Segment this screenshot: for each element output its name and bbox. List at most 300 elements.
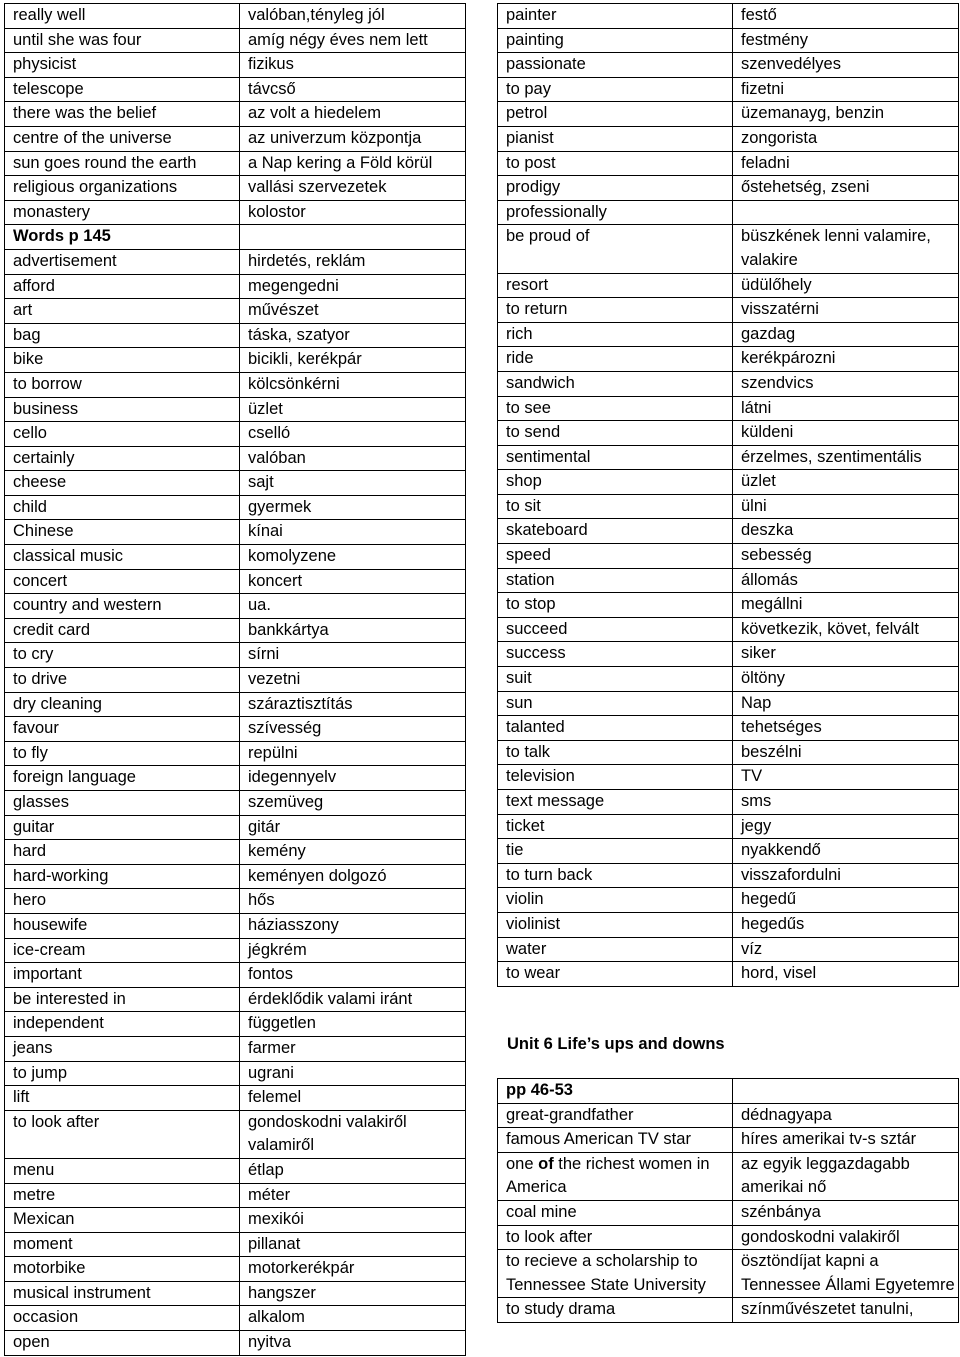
english-term: physicist bbox=[5, 53, 240, 78]
hungarian-translation: festmény bbox=[733, 28, 959, 53]
table-row bbox=[498, 642, 959, 667]
english-term: business bbox=[5, 397, 240, 422]
english-term: succeed bbox=[498, 617, 733, 642]
unit-vocabulary-table bbox=[497, 1078, 959, 1323]
table-row bbox=[498, 593, 959, 618]
hungarian-translation: idegennyelv bbox=[240, 766, 466, 791]
hungarian-translation: repülni bbox=[240, 741, 466, 766]
hungarian-translation: cselló bbox=[240, 422, 466, 447]
english-term: Mexican bbox=[5, 1208, 240, 1233]
english-term: classical music bbox=[5, 545, 240, 570]
table-row bbox=[5, 766, 466, 791]
english-term: great-grandfather bbox=[498, 1103, 733, 1128]
table-row bbox=[5, 791, 466, 816]
hungarian-translation: érdeklődik valami iránt bbox=[240, 987, 466, 1012]
table-row bbox=[5, 815, 466, 840]
english-term: water bbox=[498, 937, 733, 962]
english-term: cheese bbox=[5, 471, 240, 496]
table-row bbox=[5, 126, 466, 151]
table-row bbox=[5, 1281, 466, 1306]
english-term: lift bbox=[5, 1086, 240, 1111]
hungarian-translation: hangszer bbox=[240, 1281, 466, 1306]
english-term: to stop bbox=[498, 593, 733, 618]
hungarian-translation: hegedű bbox=[733, 888, 959, 913]
english-term: art bbox=[5, 299, 240, 324]
hungarian-translation: hord, visel bbox=[733, 962, 959, 987]
table-row bbox=[5, 1036, 466, 1061]
english-term: Words p 145 bbox=[5, 225, 240, 250]
english-term: ticket bbox=[498, 814, 733, 839]
hungarian-translation: szendvics bbox=[733, 371, 959, 396]
table-row bbox=[5, 1208, 466, 1233]
hungarian-translation: büszkének lenni valamire, valakire bbox=[733, 225, 959, 273]
hungarian-translation: valóban,tényleg jól bbox=[240, 4, 466, 29]
english-term: to study drama bbox=[498, 1298, 733, 1323]
hungarian-translation: küldeni bbox=[733, 421, 959, 446]
hungarian-translation: a Nap kering a Föld körül bbox=[240, 151, 466, 176]
hungarian-translation: megállni bbox=[733, 593, 959, 618]
english-term: until she was four bbox=[5, 28, 240, 53]
table-row bbox=[498, 322, 959, 347]
table-row bbox=[5, 1158, 466, 1183]
hungarian-translation: ösztöndíjat kapni a Tennessee Állami Egyetemre bbox=[733, 1250, 959, 1298]
table-row bbox=[5, 274, 466, 299]
table-row bbox=[5, 864, 466, 889]
english-term: Chinese bbox=[5, 520, 240, 545]
english-term: bike bbox=[5, 348, 240, 373]
table-row bbox=[498, 1200, 959, 1225]
table-row bbox=[498, 1152, 959, 1200]
table-row bbox=[498, 53, 959, 78]
hungarian-translation: hirdetés, reklám bbox=[240, 249, 466, 274]
table-row bbox=[5, 913, 466, 938]
hungarian-translation: vallási szervezetek bbox=[240, 176, 466, 201]
table-row bbox=[498, 347, 959, 372]
english-term: centre of the universe bbox=[5, 126, 240, 151]
table-row bbox=[5, 1110, 466, 1158]
english-term: violinist bbox=[498, 912, 733, 937]
table-row bbox=[5, 1086, 466, 1111]
hungarian-translation: farmer bbox=[240, 1036, 466, 1061]
table-row bbox=[498, 102, 959, 127]
table-row bbox=[498, 888, 959, 913]
hungarian-translation: ugrani bbox=[240, 1061, 466, 1086]
hungarian-translation: fizetni bbox=[733, 77, 959, 102]
table-row bbox=[498, 1128, 959, 1153]
table-row bbox=[498, 298, 959, 323]
hungarian-translation: valóban bbox=[240, 446, 466, 471]
english-term: be proud of bbox=[498, 225, 733, 273]
english-term: dry cleaning bbox=[5, 692, 240, 717]
table-row bbox=[498, 1250, 959, 1298]
hungarian-translation: nyakkendő bbox=[733, 839, 959, 864]
table-row bbox=[498, 863, 959, 888]
table-row bbox=[5, 963, 466, 988]
english-term: to talk bbox=[498, 740, 733, 765]
english-term: cello bbox=[5, 422, 240, 447]
english-term: religious organizations bbox=[5, 176, 240, 201]
hungarian-translation: TV bbox=[733, 765, 959, 790]
hungarian-translation: víz bbox=[733, 937, 959, 962]
table-row bbox=[5, 397, 466, 422]
table-row bbox=[5, 840, 466, 865]
hungarian-translation: az volt a hiedelem bbox=[240, 102, 466, 127]
hungarian-translation bbox=[733, 200, 959, 225]
hungarian-translation: fizikus bbox=[240, 53, 466, 78]
hungarian-translation: kemény bbox=[240, 840, 466, 865]
english-term: to return bbox=[498, 298, 733, 323]
hungarian-translation: vezetni bbox=[240, 668, 466, 693]
hungarian-translation: sms bbox=[733, 790, 959, 815]
table-row bbox=[498, 962, 959, 987]
table-row bbox=[5, 569, 466, 594]
table-row bbox=[5, 323, 466, 348]
english-term: sentimental bbox=[498, 445, 733, 470]
hungarian-translation: visszafordulni bbox=[733, 863, 959, 888]
hungarian-translation: bicikli, kerékpár bbox=[240, 348, 466, 373]
english-term: professionally bbox=[498, 200, 733, 225]
table-row bbox=[498, 126, 959, 151]
table-row bbox=[498, 176, 959, 201]
table-row bbox=[5, 422, 466, 447]
table-row bbox=[5, 1306, 466, 1331]
hungarian-translation: méter bbox=[240, 1183, 466, 1208]
vocabulary-table-left bbox=[4, 3, 466, 1356]
hungarian-translation: sebesség bbox=[733, 544, 959, 569]
english-term: sun goes round the earth bbox=[5, 151, 240, 176]
table-row bbox=[5, 889, 466, 914]
table-row bbox=[498, 1298, 959, 1323]
hungarian-translation: üzlet bbox=[733, 470, 959, 495]
table-row bbox=[5, 200, 466, 225]
table-row bbox=[498, 151, 959, 176]
english-term: ice-cream bbox=[5, 938, 240, 963]
hungarian-translation: művészet bbox=[240, 299, 466, 324]
english-term: shop bbox=[498, 470, 733, 495]
english-term: prodigy bbox=[498, 176, 733, 201]
hungarian-translation: Nap bbox=[733, 691, 959, 716]
hungarian-translation: koncert bbox=[240, 569, 466, 594]
table-row bbox=[5, 692, 466, 717]
english-term: monastery bbox=[5, 200, 240, 225]
english-term: famous American TV star bbox=[498, 1128, 733, 1153]
hungarian-translation: jegy bbox=[733, 814, 959, 839]
english-term: skateboard bbox=[498, 519, 733, 544]
table-row bbox=[5, 938, 466, 963]
hungarian-translation: gondoskodni valakiről bbox=[733, 1225, 959, 1250]
table-row bbox=[5, 717, 466, 742]
english-term: pianist bbox=[498, 126, 733, 151]
table-row bbox=[5, 151, 466, 176]
hungarian-translation: üzlet bbox=[240, 397, 466, 422]
hungarian-translation: érzelmes, szentimentális bbox=[733, 445, 959, 470]
table-row bbox=[5, 1331, 466, 1356]
hungarian-translation: komolyzene bbox=[240, 545, 466, 570]
table-row bbox=[498, 667, 959, 692]
english-term: to drive bbox=[5, 668, 240, 693]
table-row bbox=[498, 28, 959, 53]
table-row bbox=[498, 1103, 959, 1128]
english-term: sun bbox=[498, 691, 733, 716]
hungarian-translation: szemüveg bbox=[240, 791, 466, 816]
hungarian-translation: feladni bbox=[733, 151, 959, 176]
english-term: to pay bbox=[498, 77, 733, 102]
table-row bbox=[498, 568, 959, 593]
hungarian-translation: nyitva bbox=[240, 1331, 466, 1356]
hungarian-translation: üdülőhely bbox=[733, 273, 959, 298]
table-row bbox=[5, 495, 466, 520]
english-term: ride bbox=[498, 347, 733, 372]
table-row bbox=[5, 471, 466, 496]
hungarian-translation: üzemanayg, benzin bbox=[733, 102, 959, 127]
english-term: musical instrument bbox=[5, 1281, 240, 1306]
table-row bbox=[5, 1061, 466, 1086]
table-row bbox=[5, 4, 466, 29]
english-term: to sit bbox=[498, 494, 733, 519]
hungarian-translation: hegedűs bbox=[733, 912, 959, 937]
hungarian-translation: gitár bbox=[240, 815, 466, 840]
english-term: housewife bbox=[5, 913, 240, 938]
english-term: motorbike bbox=[5, 1257, 240, 1282]
hungarian-translation: kínai bbox=[240, 520, 466, 545]
english-term: to look after bbox=[498, 1225, 733, 1250]
hungarian-translation: színművészetet tanulni, bbox=[733, 1298, 959, 1323]
table-row bbox=[498, 225, 959, 273]
english-term: open bbox=[5, 1331, 240, 1356]
table-row bbox=[5, 643, 466, 668]
hungarian-translation: az egyik leggazdagabb amerikai nő bbox=[733, 1152, 959, 1200]
english-term bbox=[498, 1152, 733, 1200]
english-term: success bbox=[498, 642, 733, 667]
english-term: violin bbox=[498, 888, 733, 913]
table-row bbox=[498, 716, 959, 741]
hungarian-translation: táska, szatyor bbox=[240, 323, 466, 348]
hungarian-translation: száraztisztítás bbox=[240, 692, 466, 717]
hungarian-translation: híres amerikai tv-s sztár bbox=[733, 1128, 959, 1153]
english-term: really well bbox=[5, 4, 240, 29]
english-term: coal mine bbox=[498, 1200, 733, 1225]
table-row bbox=[498, 421, 959, 446]
table-row bbox=[5, 348, 466, 373]
english-term: painting bbox=[498, 28, 733, 53]
english-term: credit card bbox=[5, 618, 240, 643]
hungarian-translation: alkalom bbox=[240, 1306, 466, 1331]
english-term: to jump bbox=[5, 1061, 240, 1086]
term-fragment: of bbox=[538, 1154, 554, 1173]
table-row bbox=[5, 176, 466, 201]
hungarian-translation: amíg négy éves nem lett bbox=[240, 28, 466, 53]
table-row bbox=[498, 937, 959, 962]
term-fragment: the richest women in America bbox=[506, 1154, 710, 1197]
hungarian-translation: mexikói bbox=[240, 1208, 466, 1233]
table-row bbox=[498, 740, 959, 765]
hungarian-translation: kölcsönkérni bbox=[240, 372, 466, 397]
table-row bbox=[5, 520, 466, 545]
english-term: metre bbox=[5, 1183, 240, 1208]
hungarian-translation: az univerzum központja bbox=[240, 126, 466, 151]
english-term: to cry bbox=[5, 643, 240, 668]
hungarian-translation: független bbox=[240, 1012, 466, 1037]
hungarian-translation: szenvedélyes bbox=[733, 53, 959, 78]
hungarian-translation: gondoskodni valakiről valamiről bbox=[240, 1110, 466, 1158]
english-term: rich bbox=[498, 322, 733, 347]
english-term: child bbox=[5, 495, 240, 520]
english-term: certainly bbox=[5, 446, 240, 471]
table-row bbox=[498, 494, 959, 519]
english-term: afford bbox=[5, 274, 240, 299]
english-term: bag bbox=[5, 323, 240, 348]
table-row bbox=[498, 839, 959, 864]
table-row bbox=[498, 790, 959, 815]
english-term: station bbox=[498, 568, 733, 593]
hungarian-translation: beszélni bbox=[733, 740, 959, 765]
english-term: independent bbox=[5, 1012, 240, 1037]
english-term: to wear bbox=[498, 962, 733, 987]
table-row bbox=[5, 249, 466, 274]
hungarian-translation: kerékpározni bbox=[733, 347, 959, 372]
hungarian-translation: következik, követ, felvált bbox=[733, 617, 959, 642]
hungarian-translation: öltöny bbox=[733, 667, 959, 692]
hungarian-translation: deszka bbox=[733, 519, 959, 544]
english-term: passionate bbox=[498, 53, 733, 78]
hungarian-translation: jégkrém bbox=[240, 938, 466, 963]
english-term: text message bbox=[498, 790, 733, 815]
english-term: to borrow bbox=[5, 372, 240, 397]
hungarian-translation: festő bbox=[733, 4, 959, 29]
english-term: jeans bbox=[5, 1036, 240, 1061]
table-row bbox=[5, 545, 466, 570]
table-row bbox=[498, 912, 959, 937]
hungarian-translation: ülni bbox=[733, 494, 959, 519]
table-row bbox=[5, 53, 466, 78]
term-fragment: one bbox=[506, 1154, 539, 1173]
english-term: menu bbox=[5, 1158, 240, 1183]
english-term: foreign language bbox=[5, 766, 240, 791]
english-term: guitar bbox=[5, 815, 240, 840]
english-term: to turn back bbox=[498, 863, 733, 888]
english-term: to recieve a scholarship to Tennessee State University bbox=[498, 1250, 733, 1298]
hungarian-translation: étlap bbox=[240, 1158, 466, 1183]
english-term: be interested in bbox=[5, 987, 240, 1012]
table-row bbox=[5, 987, 466, 1012]
english-term: speed bbox=[498, 544, 733, 569]
hungarian-translation: tehetséges bbox=[733, 716, 959, 741]
table-row bbox=[5, 1012, 466, 1037]
table-row bbox=[498, 4, 959, 29]
hungarian-translation: sírni bbox=[240, 643, 466, 668]
hungarian-translation: őstehetség, zseni bbox=[733, 176, 959, 201]
table-row bbox=[498, 544, 959, 569]
table-row bbox=[5, 668, 466, 693]
hungarian-translation: háziasszony bbox=[240, 913, 466, 938]
english-term: petrol bbox=[498, 102, 733, 127]
table-row bbox=[5, 594, 466, 619]
hungarian-translation: bankkártya bbox=[240, 618, 466, 643]
hungarian-translation: gazdag bbox=[733, 322, 959, 347]
hungarian-translation: motorkerékpár bbox=[240, 1257, 466, 1282]
english-term: talanted bbox=[498, 716, 733, 741]
hungarian-translation: szénbánya bbox=[733, 1200, 959, 1225]
hungarian-translation: távcső bbox=[240, 77, 466, 102]
vocabulary-table-right bbox=[497, 3, 959, 987]
hungarian-translation: látni bbox=[733, 396, 959, 421]
unit-heading: Unit 6 Life’s ups and downs bbox=[507, 1035, 725, 1053]
english-term: advertisement bbox=[5, 249, 240, 274]
english-term: glasses bbox=[5, 791, 240, 816]
hungarian-translation: fontos bbox=[240, 963, 466, 988]
table-cell bbox=[733, 1079, 959, 1104]
table-row bbox=[5, 1257, 466, 1282]
table-row bbox=[498, 371, 959, 396]
table-row bbox=[5, 372, 466, 397]
english-term: suit bbox=[498, 667, 733, 692]
english-term: telescope bbox=[5, 77, 240, 102]
table-row bbox=[498, 77, 959, 102]
english-term: to post bbox=[498, 151, 733, 176]
hungarian-translation: felemel bbox=[240, 1086, 466, 1111]
table-row bbox=[5, 1183, 466, 1208]
hungarian-translation bbox=[240, 225, 466, 250]
hungarian-translation: dédnagyapa bbox=[733, 1103, 959, 1128]
english-term: favour bbox=[5, 717, 240, 742]
english-term: to see bbox=[498, 396, 733, 421]
hungarian-translation: zongorista bbox=[733, 126, 959, 151]
unit-pages-header: pp 46-53 bbox=[498, 1079, 733, 1104]
table-row bbox=[5, 102, 466, 127]
english-term: moment bbox=[5, 1232, 240, 1257]
hungarian-translation: ua. bbox=[240, 594, 466, 619]
table-row bbox=[498, 273, 959, 298]
table-row bbox=[5, 446, 466, 471]
english-term: hard-working bbox=[5, 864, 240, 889]
table-row bbox=[498, 691, 959, 716]
hungarian-translation: siker bbox=[733, 642, 959, 667]
english-term: hero bbox=[5, 889, 240, 914]
hungarian-translation: sajt bbox=[240, 471, 466, 496]
table-row bbox=[498, 1225, 959, 1250]
table-row bbox=[5, 618, 466, 643]
table-row bbox=[498, 470, 959, 495]
english-term: country and western bbox=[5, 594, 240, 619]
english-term: to send bbox=[498, 421, 733, 446]
english-term: tie bbox=[498, 839, 733, 864]
english-term: important bbox=[5, 963, 240, 988]
table-row bbox=[498, 200, 959, 225]
table-row bbox=[498, 519, 959, 544]
english-term: there was the belief bbox=[5, 102, 240, 127]
english-term: resort bbox=[498, 273, 733, 298]
english-term: hard bbox=[5, 840, 240, 865]
english-term: television bbox=[498, 765, 733, 790]
table-row bbox=[498, 445, 959, 470]
hungarian-translation: állomás bbox=[733, 568, 959, 593]
english-term: to fly bbox=[5, 741, 240, 766]
hungarian-translation: keményen dolgozó bbox=[240, 864, 466, 889]
table-row bbox=[5, 225, 466, 250]
table-row bbox=[5, 299, 466, 324]
hungarian-translation: visszatérni bbox=[733, 298, 959, 323]
table-row bbox=[5, 28, 466, 53]
hungarian-translation: gyermek bbox=[240, 495, 466, 520]
hungarian-translation: szívesség bbox=[240, 717, 466, 742]
english-term: sandwich bbox=[498, 371, 733, 396]
english-term: to look after bbox=[5, 1110, 240, 1158]
table-row bbox=[5, 741, 466, 766]
english-term: concert bbox=[5, 569, 240, 594]
english-term: painter bbox=[498, 4, 733, 29]
table-row bbox=[498, 765, 959, 790]
hungarian-translation: kolostor bbox=[240, 200, 466, 225]
